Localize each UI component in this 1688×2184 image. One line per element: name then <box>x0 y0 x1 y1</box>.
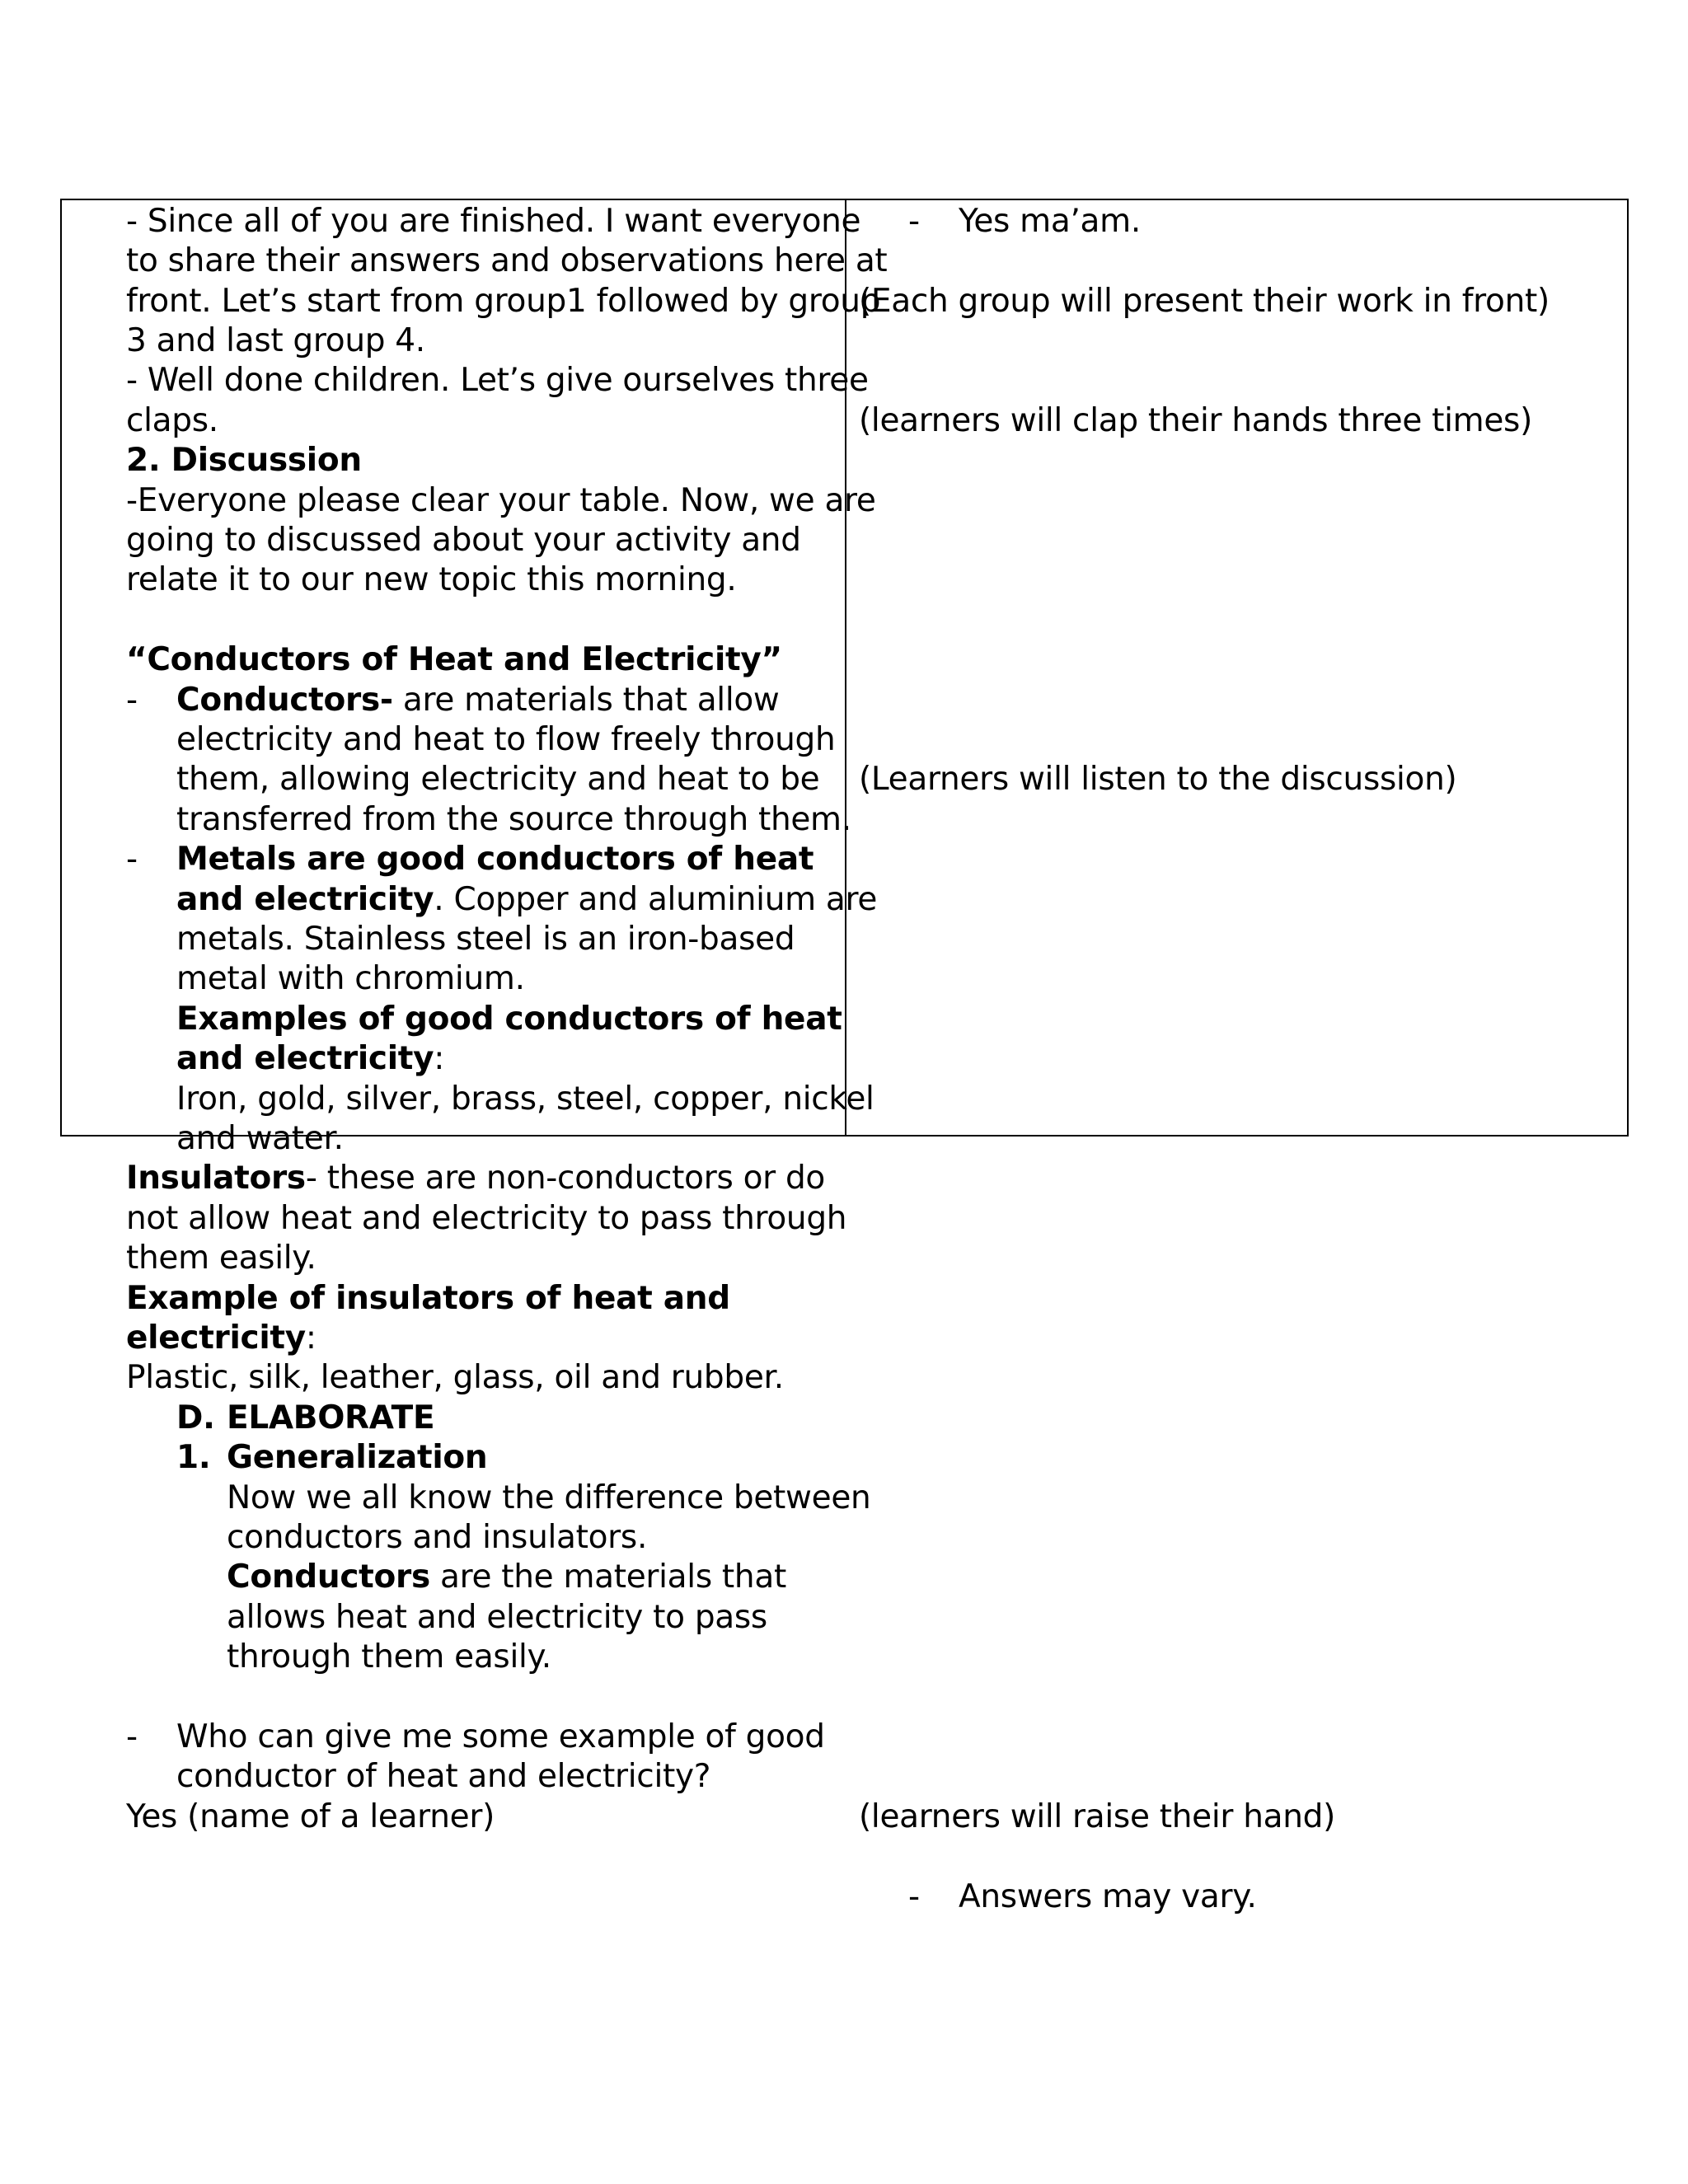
text-line: Iron, gold, silver, brass, steel, copper, nickel <box>176 1080 874 1118</box>
text-line: Yes (name of a learner) <box>126 1798 495 1835</box>
bullet-dash: - <box>126 841 138 878</box>
topic-title: “Conductors of Heat and Electricity” <box>126 641 782 678</box>
text-line: front. Let’s start from group1 followed by group <box>126 283 881 320</box>
text-line: allows heat and electricity to pass <box>227 1599 767 1636</box>
text-span: are the materials that <box>429 1558 786 1596</box>
text-span: : <box>305 1319 316 1357</box>
text-line: 3 and last group 4. <box>126 322 425 359</box>
text-line: them, allowing electricity and heat to be <box>176 761 820 798</box>
text-line: Answers may vary. <box>959 1878 1257 1915</box>
text-line: (learners will clap their hands three times) <box>859 402 1532 439</box>
examples-heading: Examples of good conductors of heat <box>176 1001 842 1038</box>
bullet-dash: - <box>126 1718 138 1755</box>
text-line: electricity and heat to flow freely through <box>176 721 836 758</box>
examples-heading-line <box>176 1039 444 1079</box>
lesson-plan-table <box>60 199 1629 1915</box>
bullet-dash: - <box>908 203 921 240</box>
generalization-heading: Generalization <box>227 1439 488 1476</box>
text-line: - Since all of you are finished. I want everyone <box>126 203 861 240</box>
column-divider <box>845 200 846 1135</box>
text-line: Yes ma’am. <box>959 203 1141 240</box>
generalization-conductors-line <box>227 1558 786 1597</box>
text-line: metals. Stainless steel is an iron-based <box>176 921 795 958</box>
insulators-term: Insulators <box>126 1160 306 1197</box>
text-line: conductor of heat and electricity? <box>176 1758 711 1795</box>
text-line: Now we all know the difference between <box>227 1479 871 1516</box>
text-line: conductors and insulators. <box>227 1519 648 1556</box>
text-line: Plastic, silk, leather, glass, oil and rubber. <box>126 1359 784 1396</box>
text-line: (Each group will present their work in front) <box>859 283 1550 320</box>
elaborate-letter: D. <box>176 1399 215 1436</box>
conductors-definition <box>176 681 780 720</box>
text-line: - Well done children. Let’s give ourselves three <box>126 362 869 399</box>
text-span: Conductors <box>227 1558 430 1596</box>
text-line: (Learners will listen to the discussion) <box>859 761 1457 798</box>
text-span: : <box>434 1040 445 1077</box>
insulator-examples-heading-line <box>126 1319 316 1358</box>
discussion-heading: 2. Discussion <box>126 442 362 479</box>
generalization-number: 1. <box>176 1439 211 1476</box>
text-line: not allow heat and electricity to pass through <box>126 1200 847 1237</box>
text-line: and water. <box>176 1120 344 1157</box>
insulator-examples-heading: Example of insulators of heat and <box>126 1280 730 1317</box>
text-line: through them easily. <box>227 1638 551 1675</box>
text-line: Who can give me some example of good <box>176 1718 825 1755</box>
text-line: metal with chromium. <box>176 960 525 997</box>
text-line: them easily. <box>126 1240 316 1277</box>
text-span: electricity <box>126 1319 306 1357</box>
text-line: -Everyone please clear your table. Now, we are <box>126 482 876 519</box>
text-line: claps. <box>126 402 218 439</box>
text-line: relate it to our new topic this morning. <box>126 561 737 598</box>
text-span: . Copper and aluminium are <box>434 881 878 918</box>
elaborate-heading: ELABORATE <box>227 1399 435 1436</box>
bullet-dash: - <box>908 1878 921 1915</box>
text-span: - these are non-conductors or do <box>305 1160 825 1197</box>
text-span: are materials that allow <box>392 682 780 719</box>
metals-line <box>176 880 877 920</box>
text-line: (learners will raise their hand) <box>859 1798 1336 1835</box>
text-line: transferred from the source through them. <box>176 801 851 838</box>
insulators-definition <box>126 1159 825 1198</box>
text-span: and electricity <box>176 1040 434 1077</box>
text-line: going to discussed about your activity and <box>126 522 801 559</box>
metals-heading: Metals are good conductors of heat <box>176 841 814 878</box>
conductors-term: Conductors- <box>176 682 393 719</box>
bullet-dash: - <box>126 682 138 719</box>
text-span: and electricity <box>176 881 434 918</box>
text-line: to share their answers and observations here at <box>126 242 888 279</box>
